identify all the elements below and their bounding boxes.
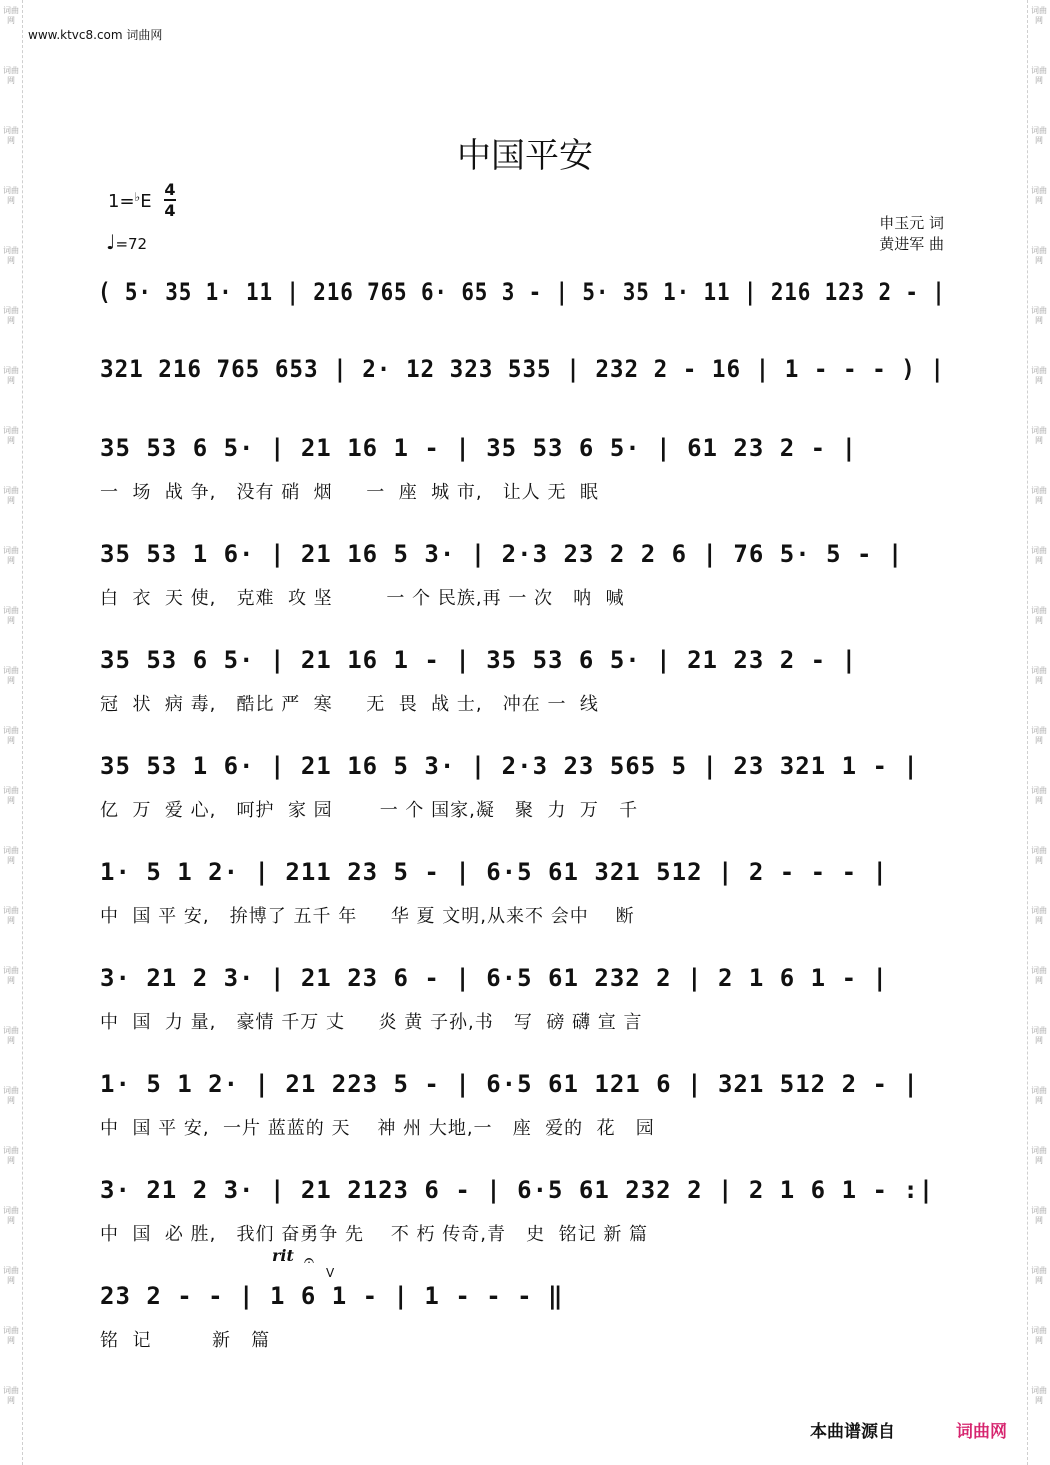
edge-watermark: 词曲网 <box>3 186 19 205</box>
lyric-line: 亿 万 爱 心, 呵护 家 园 一 个 国家,凝 聚 力 万 千 <box>100 800 639 821</box>
edge-watermark: 词曲网 <box>1031 1086 1047 1105</box>
notation-line: 1· 5 1 2· | 211 23 5 - | 6·5 61 321 512 | 2 - - - | <box>100 858 888 886</box>
edge-watermark: 词曲网 <box>3 1326 19 1345</box>
right-margin-watermarks <box>1027 0 1050 1465</box>
edge-watermark: 词曲网 <box>1031 306 1047 325</box>
edge-watermark: 词曲网 <box>1031 1146 1047 1165</box>
edge-watermark: 词曲网 <box>1031 966 1047 985</box>
edge-watermark: 词曲网 <box>3 1146 19 1165</box>
notation-line: 35 53 1 6· | 21 16 5 3· | 2·3 23 2 2 6 | 76 5· 5 - | <box>100 540 904 568</box>
edge-watermark: 词曲网 <box>1031 606 1047 625</box>
quarter-note-icon: ♩ <box>106 230 116 254</box>
key-signature <box>108 190 152 212</box>
tempo-value: =72 <box>115 235 148 253</box>
edge-watermark: 词曲网 <box>1031 486 1047 505</box>
edge-watermark: 词曲网 <box>1031 6 1047 25</box>
notation-line: 35 53 6 5· | 21 16 1 - | 35 53 6 5· | 21 23 2 - | <box>100 646 858 674</box>
breath-mark-icon: V <box>326 1266 335 1280</box>
lyric-line: 一 场 战 争, 没有 硝 烟 一 座 城 市, 让人 无 眠 <box>100 482 599 503</box>
credits <box>879 213 944 255</box>
source-site-link[interactable]: 词曲网 <box>956 1422 1007 1442</box>
edge-watermark: 词曲网 <box>1031 1386 1047 1405</box>
lyric-line: 中 国 平 安, 一片 蓝蓝的 天 神 州 大地,一 座 爱的 花 园 <box>100 1118 655 1139</box>
key-note: E <box>140 191 152 212</box>
edge-watermark: 词曲网 <box>1031 126 1047 145</box>
ritardando-mark: rit <box>272 1246 294 1265</box>
edge-watermark: 词曲网 <box>3 66 19 85</box>
edge-watermark: 词曲网 <box>3 306 19 325</box>
edge-watermark: 词曲网 <box>1031 366 1047 385</box>
edge-watermark: 词曲网 <box>1031 666 1047 685</box>
lyric-line: 冠 状 病 毒, 酷比 严 寒 无 畏 战 士, 冲在 一 线 <box>100 694 599 715</box>
edge-watermark: 词曲网 <box>3 1206 19 1225</box>
edge-watermark: 词曲网 <box>3 606 19 625</box>
song-title: 中国平安 <box>457 136 593 176</box>
notation-line: 23 2 - - | 1 6 1 - | 1 - - - ‖ <box>100 1282 564 1310</box>
edge-watermark: 词曲网 <box>3 366 19 385</box>
edge-watermark: 词曲网 <box>3 1386 19 1405</box>
lyricist: 申玉元 词 <box>879 214 944 232</box>
edge-watermark: 词曲网 <box>1031 1206 1047 1225</box>
edge-watermark: 词曲网 <box>3 246 19 265</box>
edge-watermark: 词曲网 <box>1031 66 1047 85</box>
lyric-line: 中 国 力 量, 豪情 千万 丈 炎 黄 子孙,书 写 磅 礴 宣 言 <box>100 1012 643 1033</box>
edge-watermark: 词曲网 <box>1031 1326 1047 1345</box>
edge-watermark: 词曲网 <box>1031 786 1047 805</box>
edge-watermark: 词曲网 <box>3 486 19 505</box>
edge-watermark: 词曲网 <box>3 846 19 865</box>
edge-watermark: 词曲网 <box>1031 546 1047 565</box>
lyric-line: 中 国 必 胜, 我们 奋勇争 先 不 朽 传奇,青 史 铭记 新 篇 <box>100 1224 649 1245</box>
notation-line: 1· 5 1 2· | 21 223 5 - | 6·5 61 121 6 | 321 512 2 - | <box>100 1070 919 1098</box>
time-signature <box>164 180 176 220</box>
edge-watermark: 词曲网 <box>3 786 19 805</box>
notation-line: 3· 21 2 3· | 21 23 6 - | 6·5 61 232 2 | 2 1 6 1 - | <box>100 964 888 992</box>
edge-watermark: 词曲网 <box>3 6 19 25</box>
key-prefix: 1= <box>108 191 135 212</box>
composer: 黄进军 曲 <box>879 235 944 253</box>
edge-watermark: 词曲网 <box>3 1266 19 1285</box>
edge-watermark: 词曲网 <box>1031 186 1047 205</box>
notation-line: 321 216 765 653 | 2· 12 323 535 | 232 2 - 16 | 1 - - - ) | <box>100 355 945 383</box>
flat-sign: ♭ <box>134 190 141 204</box>
lyric-line: 铭 记 新 篇 <box>100 1330 271 1351</box>
edge-watermark: 词曲网 <box>3 1086 19 1105</box>
edge-watermark: 词曲网 <box>3 546 19 565</box>
fermata-icon: 𝄐 <box>304 1250 315 1271</box>
notation-line: ( 5· 35 1· 11 | 216 765 6· 65 3 - | 5· 35 1· 11 | 216 123 2 - | <box>98 278 946 306</box>
edge-watermark: 词曲网 <box>1031 426 1047 445</box>
edge-watermark: 词曲网 <box>1031 906 1047 925</box>
edge-watermark: 词曲网 <box>3 1026 19 1045</box>
source-label: 本曲谱源自 <box>810 1422 895 1442</box>
edge-watermark: 词曲网 <box>3 966 19 985</box>
edge-watermark: 词曲网 <box>1031 1026 1047 1045</box>
edge-watermark: 词曲网 <box>3 906 19 925</box>
left-margin-watermarks <box>0 0 23 1465</box>
edge-watermark: 词曲网 <box>3 426 19 445</box>
edge-watermark: 词曲网 <box>1031 846 1047 865</box>
lyric-line: 白 衣 天 使, 克难 攻 坚 一 个 民族,再 一 次 呐 喊 <box>100 588 625 609</box>
site-url[interactable]: www.ktvc8.com 词曲网 <box>28 28 163 42</box>
lyric-line: 中 国 平 安, 拚博了 五千 年 华 夏 文明,从来不 会中 断 <box>100 906 635 927</box>
tempo-mark <box>106 230 147 254</box>
meter-bottom: 4 <box>164 201 176 220</box>
notation-line: 3· 21 2 3· | 21 2123 6 - | 6·5 61 232 2 | 2 1 6 1 - :| <box>100 1176 935 1204</box>
edge-watermark: 词曲网 <box>3 726 19 745</box>
edge-watermark: 词曲网 <box>1031 246 1047 265</box>
notation-line: 35 53 6 5· | 21 16 1 - | 35 53 6 5· | 61 23 2 - | <box>100 434 858 462</box>
edge-watermark: 词曲网 <box>1031 1266 1047 1285</box>
edge-watermark: 词曲网 <box>3 126 19 145</box>
meter-top: 4 <box>164 180 176 199</box>
notation-line: 35 53 1 6· | 21 16 5 3· | 2·3 23 565 5 | 23 321 1 - | <box>100 752 919 780</box>
edge-watermark: 词曲网 <box>3 666 19 685</box>
edge-watermark: 词曲网 <box>1031 726 1047 745</box>
